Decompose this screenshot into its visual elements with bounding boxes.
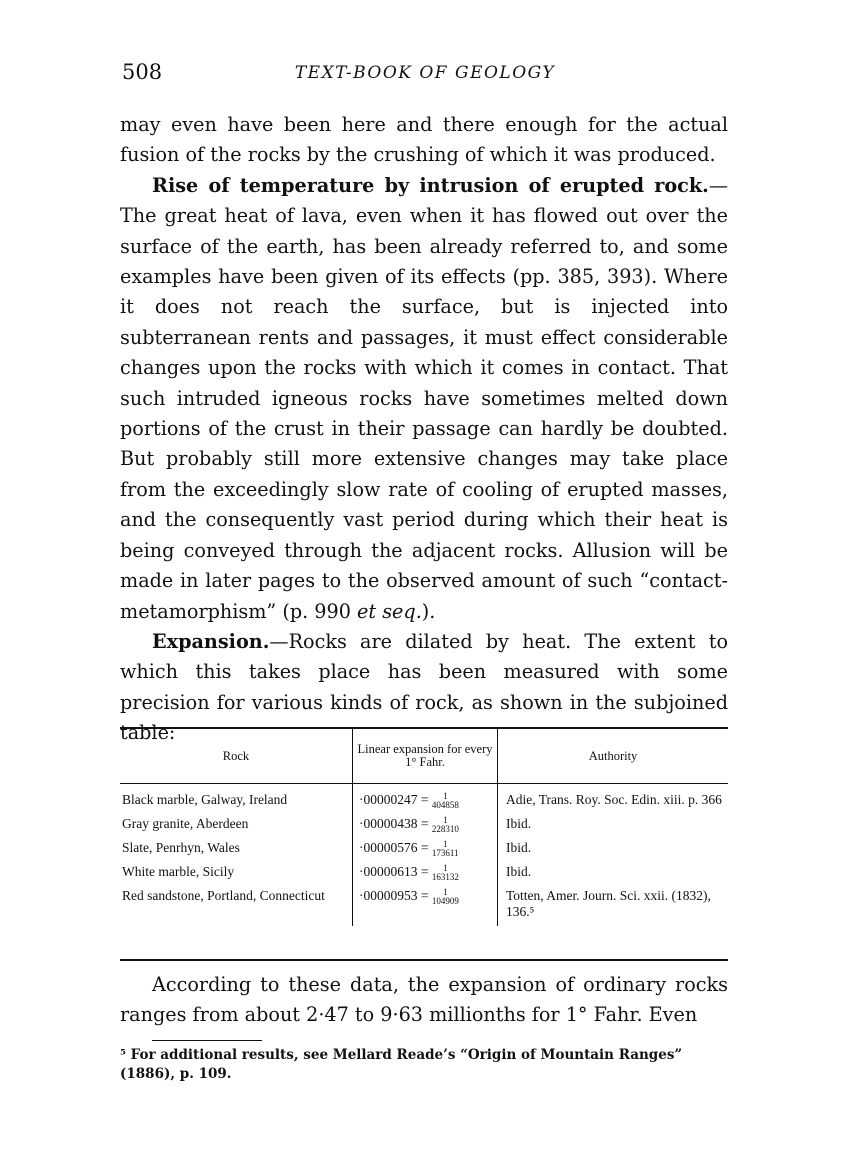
fraction-denominator: 173611: [431, 848, 459, 858]
fraction-denominator: 104909: [431, 896, 459, 906]
expansion-value: ·00000247 =: [359, 792, 429, 808]
page-header: [122, 60, 728, 90]
header-rock: Rock: [120, 729, 353, 784]
table-row: [120, 784, 728, 817]
rock-cell: Gray granite, Aberdeen: [120, 816, 353, 840]
section-heading-rise-of-temperature: Rise of temperature by intrusion of erupted rock.: [152, 173, 709, 197]
fraction-numerator: 1: [443, 791, 448, 801]
expansion-value: ·00000438 =: [359, 816, 429, 832]
expansion-cell: [353, 784, 498, 817]
rock-cell: Slate, Penrhyn, Wales: [120, 840, 353, 864]
expansion-cell: [353, 840, 498, 864]
table-row: [120, 888, 728, 926]
section-heading-expansion: Expansion.: [152, 629, 270, 653]
table-row: [120, 840, 728, 864]
expansion-table: [120, 727, 728, 961]
fraction: [432, 840, 459, 858]
fraction: [432, 864, 459, 882]
paragraph-according: According to these data, the expansion of ordinary rocks ranges from about 2·47 to 9·63 millionths for 1° Fahr. Even: [120, 973, 728, 1027]
fraction: [432, 792, 459, 810]
fraction: [432, 888, 459, 906]
fraction-numerator: 1: [443, 863, 448, 873]
paragraph-rise-of-temperature: [120, 171, 728, 627]
authority-cell: Ibid.: [506, 816, 532, 831]
fraction-denominator: 163132: [431, 872, 459, 882]
expansion-value: ·00000953 =: [359, 888, 429, 904]
rock-cell: Black marble, Galway, Ireland: [120, 784, 353, 817]
authority-cell: Ibid.: [506, 864, 532, 879]
expansion-cell: [353, 888, 498, 926]
footnote-rule: [152, 1040, 262, 1041]
fraction-denominator: 404858: [431, 800, 459, 810]
authority-cell: Adie, Trans. Roy. Soc. Edin. xiii. p. 366: [506, 792, 722, 807]
rock-cell: White marble, Sicily: [120, 864, 353, 888]
page-number: 508: [122, 60, 163, 84]
table-row: [120, 816, 728, 840]
fraction-numerator: 1: [442, 839, 448, 849]
paragraph-continuation: may even have been here and there enough for the actual fusion of the rocks by the crushing of which it was produced.: [120, 113, 728, 167]
fraction-numerator: 1: [443, 887, 448, 897]
authority-cell: Ibid.: [506, 840, 532, 855]
authority-cell: Totten, Amer. Journ. Sci. xxii. (1832), 136.⁵: [506, 888, 711, 919]
section-close: ).: [421, 599, 436, 623]
fraction-numerator: 1: [443, 815, 448, 825]
section-text-rise-of-temperature: —The great heat of lava, even when it has flowed out over the surface of the earth, has been already referred to, and some examples have been given of its effects (pp. 385, 393). Where it does not reach the surface, but is injected into subterranean rents and passages, it must effect considerable changes upon the rocks with which it comes in contact. That such intruded igneous rocks have sometimes melted down portions of the crust in their passage can hardly be doubted. But probably still more extensive changes may take place from the exceedingly slow rate of cooling of erupted masses, and the consequently vast period during which their heat is being conveyed through the adjacent rocks. Allusion will be made in later pages to the observed amount of such “contact-metamorphism” (p. 990: [120, 173, 728, 623]
expansion-value: ·00000576 =: [359, 840, 429, 856]
expansion-cell: [353, 864, 498, 888]
footnote-text: For additional results, see Mellard Reade’s “Origin of Mountain Ranges” (1886), p. 109.: [120, 1047, 683, 1082]
et-seq: et seq.: [357, 599, 422, 623]
table-row: [120, 864, 728, 888]
body-text-after-table: [120, 970, 728, 1031]
running-title: TEXT-BOOK OF GEOLOGY: [294, 63, 556, 83]
header-authority: Authority: [498, 729, 729, 784]
header-expansion: Linear expansion for every 1° Fahr.: [353, 729, 498, 784]
section-text-expansion: —Rocks are dilated by heat. The extent to which this takes place has been measured with some precision for various kinds of rock, as shown in the subjoined table:: [120, 629, 728, 745]
expansion-cell: [353, 816, 498, 840]
fraction-denominator: 228310: [431, 824, 459, 834]
rock-cell: Red sandstone, Portland, Connecticut: [120, 888, 353, 926]
footnote-marker: ⁵: [120, 1047, 126, 1063]
fraction: [432, 816, 459, 834]
footnote: [120, 1046, 728, 1084]
body-text: [120, 110, 728, 749]
table-header-row: [120, 729, 728, 784]
expansion-value: ·00000613 =: [359, 864, 429, 880]
